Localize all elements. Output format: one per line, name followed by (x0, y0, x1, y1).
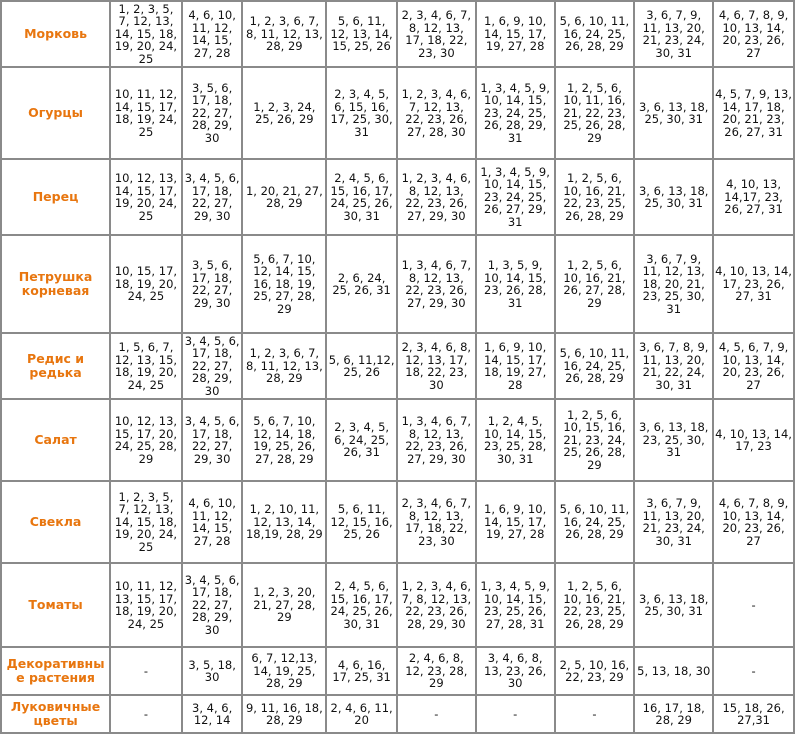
favorable-days-cell: 4, 5, 7, 9, 13, 14, 17, 18, 20, 21, 23, 26, 27, 31 (713, 67, 794, 159)
table-row (1, 1, 794, 67)
crop-name: Петрушка корневая (1, 235, 110, 333)
favorable-days-cell: 1, 2, 3, 24, 25, 26, 29 (242, 67, 326, 159)
favorable-days-cell: 3, 4, 5, 6, 17, 18, 22, 27, 28, 29, 30 (182, 563, 243, 647)
favorable-days-cell: 1, 2, 3, 4, 6, 7, 8, 12, 13, 22, 23, 26, 28, 29, 30 (397, 563, 476, 647)
favorable-days-cell: 2, 3, 4, 6, 7, 8, 12, 13, 17, 18, 22, 23, 30 (397, 481, 476, 563)
crop-name: Луковичные цветы (1, 695, 110, 733)
favorable-days-cell: 6, 7, 12,13, 14, 19, 25, 28, 29 (242, 647, 326, 695)
favorable-days-cell: - (397, 695, 476, 733)
favorable-days-cell: 5, 6, 7, 10, 12, 14, 15, 16, 18, 19, 25, 27, 28, 29 (242, 235, 326, 333)
favorable-days-cell: 1, 2, 5, 6, 10, 16, 21, 22, 23, 25, 26, 28, 29 (555, 159, 635, 235)
favorable-days-cell: 16, 17, 18, 28, 29 (634, 695, 713, 733)
table-row (1, 399, 794, 481)
favorable-days-cell: 3, 6, 7, 8, 9, 11, 13, 20, 21, 22, 24, 30, 31 (634, 333, 713, 399)
favorable-days-cell: 2, 3, 4, 5, 6, 24, 25, 26, 31 (326, 399, 397, 481)
favorable-days-cell: 1, 3, 4, 5, 9, 10, 14, 15, 23, 24, 25, 26, 27, 29, 31 (476, 159, 555, 235)
favorable-days-cell: 3, 6, 7, 9, 11, 12, 13, 18, 20, 21, 23, 25, 30, 31 (634, 235, 713, 333)
favorable-days-cell: 2, 4, 5, 6, 15, 16, 17, 24, 25, 26, 30, 31 (326, 159, 397, 235)
favorable-days-cell: 1, 6, 9, 10, 14, 15, 17, 19, 27, 28 (476, 481, 555, 563)
favorable-days-cell: 4, 6, 7, 8, 9, 10, 13, 14, 20, 23, 26, 27 (713, 481, 794, 563)
favorable-days-cell: 4, 10, 13, 14, 17, 23, 26, 27, 31 (713, 235, 794, 333)
table-body (1, 1, 794, 733)
favorable-days-cell: 3, 5, 6, 17, 18, 22, 27, 28, 29, 30 (182, 67, 243, 159)
favorable-days-cell: 5, 6, 10, 11, 16, 24, 25, 26, 28, 29 (555, 1, 635, 67)
favorable-days-cell: 1, 2, 5, 6, 10, 16, 21, 26, 27, 28, 29 (555, 235, 635, 333)
table-row (1, 647, 794, 695)
table-row (1, 67, 794, 159)
favorable-days-cell: 4, 10, 13, 14, 17, 23 (713, 399, 794, 481)
favorable-days-cell: 1, 3, 5, 9, 10, 14, 15, 23, 26, 28, 31 (476, 235, 555, 333)
favorable-days-cell: 3, 4, 5, 6, 17, 18, 22, 27, 29, 30 (182, 399, 243, 481)
favorable-days-cell: 3, 5, 18, 30 (182, 647, 243, 695)
table-row (1, 159, 794, 235)
favorable-days-cell: 4, 6, 16, 17, 25, 31 (326, 647, 397, 695)
favorable-days-cell: 10, 11, 12, 14, 15, 17, 18, 19, 24, 25 (110, 67, 182, 159)
table-row (1, 695, 794, 733)
favorable-days-cell: 3, 4, 6, 8, 13, 23, 26, 30 (476, 647, 555, 695)
favorable-days-cell: 1, 3, 4, 5, 9, 10, 14, 15, 23, 25, 26, 27, 28, 31 (476, 563, 555, 647)
favorable-days-cell: 1, 2, 5, 6, 10, 11, 16, 21, 22, 23, 25, 26, 28, 29 (555, 67, 635, 159)
favorable-days-cell: 5, 6, 10, 11, 16, 24, 25, 26, 28, 29 (555, 333, 635, 399)
favorable-days-cell: 1, 6, 9, 10, 14, 15, 17, 18, 19, 27, 28 (476, 333, 555, 399)
favorable-days-cell: 3, 6, 13, 18, 25, 30, 31 (634, 563, 713, 647)
favorable-days-cell: 1, 2, 10, 11, 12, 13, 14, 18,19, 28, 29 (242, 481, 326, 563)
crop-name: Огурцы (1, 67, 110, 159)
favorable-days-cell: 10, 12, 13, 14, 15, 17, 19, 20, 24, 25 (110, 159, 182, 235)
favorable-days-cell: 5, 6, 11, 12, 15, 16, 25, 26 (326, 481, 397, 563)
favorable-days-cell: 3, 6, 7, 9, 11, 13, 20, 21, 23, 24, 30, 31 (634, 1, 713, 67)
favorable-days-cell: 1, 2, 4, 5, 10, 14, 15, 23, 25, 28, 30, 31 (476, 399, 555, 481)
favorable-days-cell: 1, 2, 3, 20, 21, 27, 28, 29 (242, 563, 326, 647)
favorable-days-cell: 1, 2, 3, 5, 7, 12, 13, 14, 15, 18, 19, 20, 24, 25 (110, 481, 182, 563)
favorable-days-cell: 9, 11, 16, 18, 28, 29 (242, 695, 326, 733)
favorable-days-cell: 2, 3, 4, 5, 6, 15, 16, 17, 25, 30, 31 (326, 67, 397, 159)
table-row (1, 235, 794, 333)
favorable-days-cell: 5, 13, 18, 30 (634, 647, 713, 695)
favorable-days-cell: 3, 4, 5, 6, 17, 18, 22, 27, 28, 29, 30 (182, 333, 243, 399)
favorable-days-cell: 1, 2, 3, 5, 7, 12, 13, 14, 15, 18, 19, 20, 24, 25 (110, 1, 182, 67)
favorable-days-cell: 3, 6, 13, 18, 23, 25, 30, 31 (634, 399, 713, 481)
favorable-days-cell: 3, 6, 13, 18, 25, 30, 31 (634, 159, 713, 235)
favorable-days-cell: 4, 6, 10, 11, 12, 14, 15, 27, 28 (182, 481, 243, 563)
crop-name: Морковь (1, 1, 110, 67)
favorable-days-cell: 2, 5, 10, 16, 22, 23, 29 (555, 647, 635, 695)
favorable-days-cell: 5, 6, 10, 11, 16, 24, 25, 26, 28, 29 (555, 481, 635, 563)
favorable-days-cell: - (713, 563, 794, 647)
favorable-days-cell: 3, 6, 7, 9, 11, 13, 20, 21, 23, 24, 30, 31 (634, 481, 713, 563)
favorable-days-cell: - (713, 647, 794, 695)
favorable-days-cell: 3, 6, 13, 18, 25, 30, 31 (634, 67, 713, 159)
favorable-days-cell: 3, 4, 5, 6, 17, 18, 22, 27, 29, 30 (182, 159, 243, 235)
favorable-days-cell: 2, 4, 5, 6, 15, 16, 17, 24, 25, 26, 30, 31 (326, 563, 397, 647)
favorable-days-cell: 1, 2, 3, 6, 7, 8, 11, 12, 13, 28, 29 (242, 333, 326, 399)
crop-name: Перец (1, 159, 110, 235)
favorable-days-cell: 4, 6, 10, 11, 12, 14, 15, 27, 28 (182, 1, 243, 67)
favorable-days-cell: 2, 4, 6, 11, 20 (326, 695, 397, 733)
favorable-days-cell: 5, 6, 11, 12, 13, 14, 15, 25, 26 (326, 1, 397, 67)
favorable-days-cell: - (110, 647, 182, 695)
favorable-days-cell: 1, 3, 4, 6, 7, 8, 12, 13, 22, 23, 26, 27, 29, 30 (397, 235, 476, 333)
favorable-days-cell: 1, 6, 9, 10, 14, 15, 17, 19, 27, 28 (476, 1, 555, 67)
favorable-days-cell: 5, 6, 11,12, 25, 26 (326, 333, 397, 399)
favorable-days-cell: 2, 3, 4, 6, 8, 12, 13, 17, 18, 22, 23, 30 (397, 333, 476, 399)
table-row (1, 481, 794, 563)
favorable-days-cell: 10, 11, 12, 13, 15, 17, 18, 19, 20, 24, 25 (110, 563, 182, 647)
crop-name: Свекла (1, 481, 110, 563)
favorable-days-cell: 10, 15, 17, 18, 19, 20, 24, 25 (110, 235, 182, 333)
crop-name: Салат (1, 399, 110, 481)
favorable-days-cell: 3, 5, 6, 17, 18, 22, 27, 29, 30 (182, 235, 243, 333)
favorable-days-cell: 1, 2, 3, 6, 7, 8, 11, 12, 13, 28, 29 (242, 1, 326, 67)
favorable-days-cell: 2, 3, 4, 6, 7, 8, 12, 13, 17, 18, 22, 23, 30 (397, 1, 476, 67)
favorable-days-cell: 1, 3, 4, 6, 7, 8, 12, 13, 22, 23, 26, 27, 29, 30 (397, 399, 476, 481)
favorable-days-cell: 1, 2, 3, 4, 6, 8, 12, 13, 22, 23, 26, 27, 29, 30 (397, 159, 476, 235)
table-row (1, 563, 794, 647)
favorable-days-cell: 1, 3, 4, 5, 9, 10, 14, 15, 23, 24, 25, 26, 28, 29, 31 (476, 67, 555, 159)
favorable-days-cell: 2, 4, 6, 8, 12, 23, 28, 29 (397, 647, 476, 695)
favorable-days-cell: 2, 6, 24, 25, 26, 31 (326, 235, 397, 333)
favorable-days-cell: 10, 12, 13, 15, 17, 20, 24, 25, 28, 29 (110, 399, 182, 481)
favorable-days-cell: - (476, 695, 555, 733)
crop-name: Томаты (1, 563, 110, 647)
favorable-days-cell: 1, 2, 5, 6, 10, 16, 21, 22, 23, 25, 26, 28, 29 (555, 563, 635, 647)
favorable-days-cell: 1, 20, 21, 27, 28, 29 (242, 159, 326, 235)
favorable-days-cell: 3, 4, 6, 12, 14 (182, 695, 243, 733)
favorable-days-cell: 1, 5, 6, 7, 12, 13, 15, 18, 19, 20, 24, 25 (110, 333, 182, 399)
favorable-days-cell: 4, 6, 7, 8, 9, 10, 13, 14, 20, 23, 26, 27 (713, 1, 794, 67)
favorable-days-cell: 15, 18, 26, 27,31 (713, 695, 794, 733)
favorable-days-cell: 1, 2, 3, 4, 6, 7, 12, 13, 22, 23, 26, 27, 28, 30 (397, 67, 476, 159)
favorable-days-cell: 5, 6, 7, 10, 12, 14, 18, 19, 25, 26, 27, 28, 29 (242, 399, 326, 481)
favorable-days-cell: 4, 10, 13, 14,17, 23, 26, 27, 31 (713, 159, 794, 235)
favorable-days-cell: 4, 5, 6, 7, 9, 10, 13, 14, 20, 23, 26, 27 (713, 333, 794, 399)
table-row (1, 333, 794, 399)
crop-name: Редис и редька (1, 333, 110, 399)
favorable-days-cell: - (555, 695, 635, 733)
favorable-days-cell: - (110, 695, 182, 733)
crop-name: Декоративные растения (1, 647, 110, 695)
favorable-days-cell: 1, 2, 5, 6, 10, 15, 16, 21, 23, 24, 25, 26, 28, 29 (555, 399, 635, 481)
